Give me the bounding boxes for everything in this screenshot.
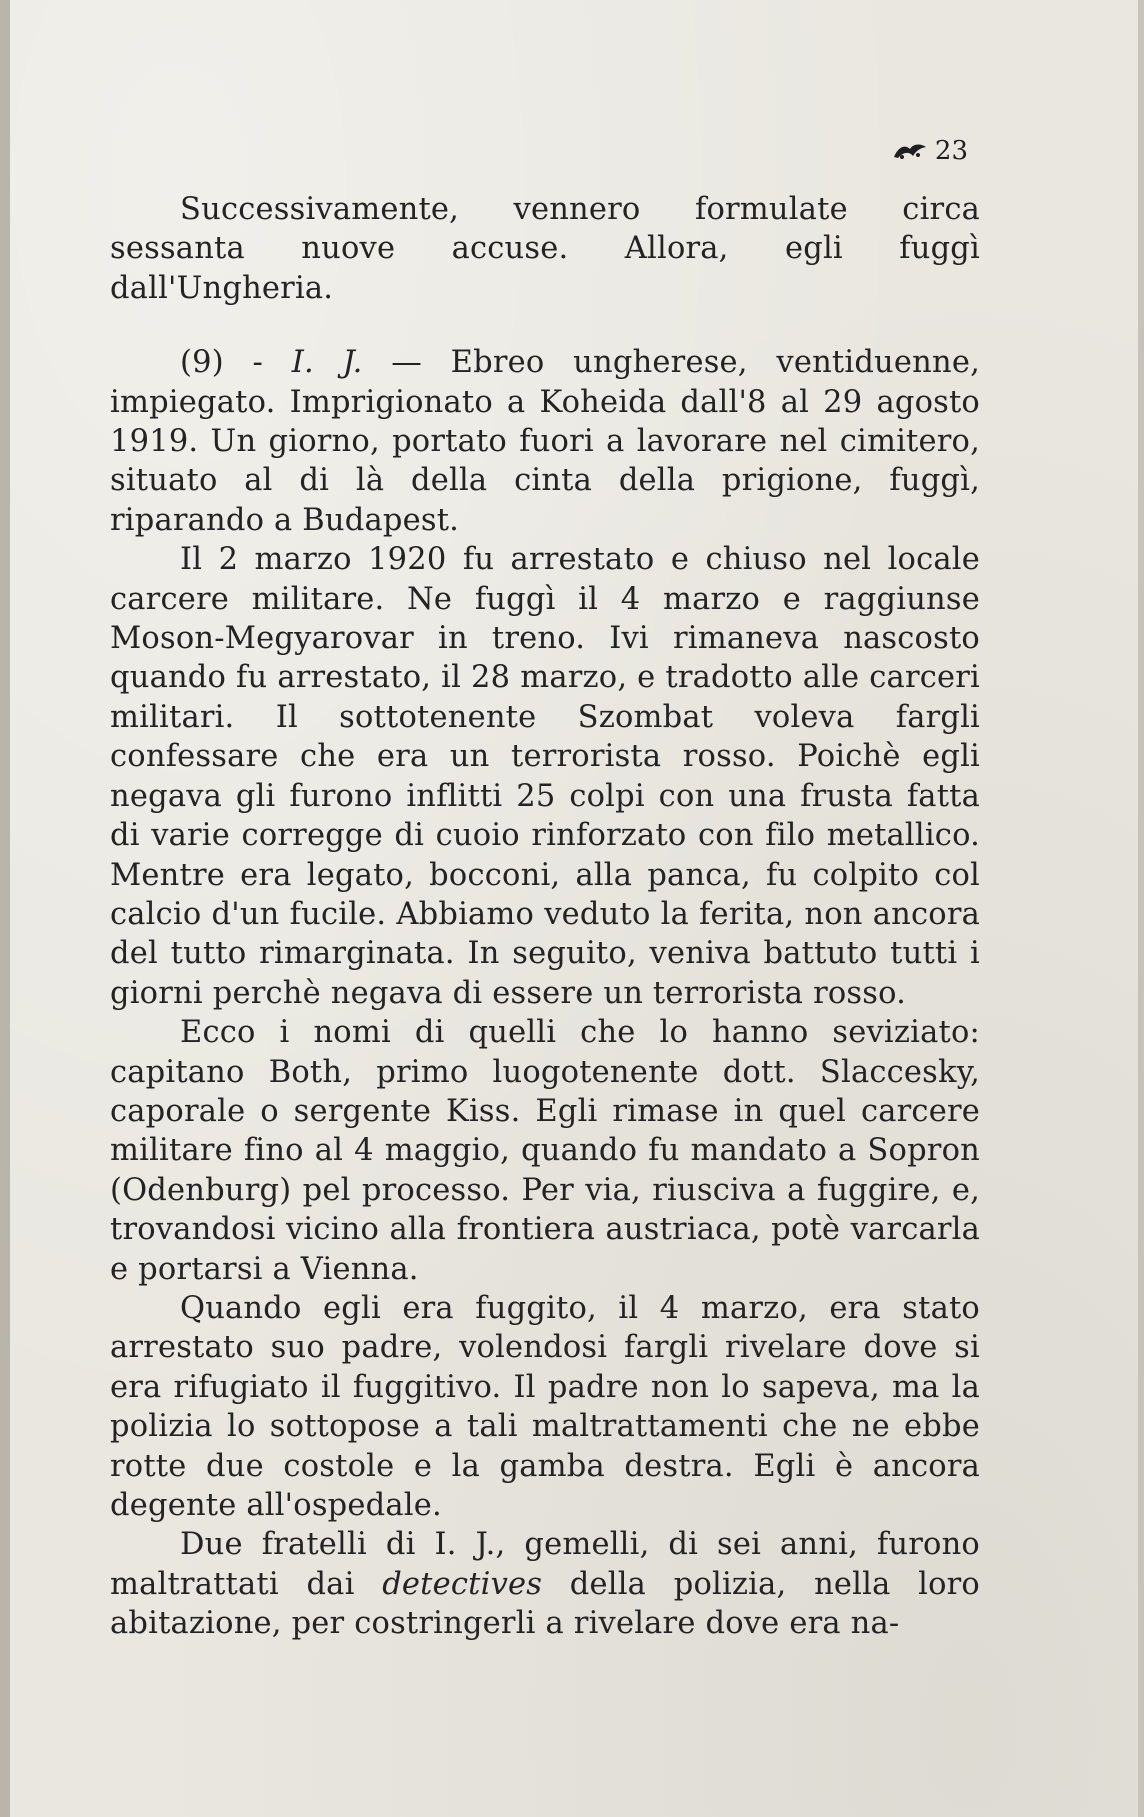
paragraph: Ecco i nomi di quelli che lo hanno seviziato: capitano Both, primo luogotenente dott. Slaccesky, caporale o sergente Kiss. Egli rimase in quel carcere militare fino al 4 maggio, quando fu mandato a Sopron (Odenburg) pel processo. Per via, riusciva a fuggire, e, trovandosi vicino alla frontiera austriaca, potè varcarla e portarsi a Vienna. — [110, 1015, 980, 1287]
paragraph: Il 2 marzo 1920 fu arrestato e chiuso nel locale carcere militare. Ne fuggì il 4 marzo e raggiunse Moson-Megyarovar in treno. Ivi rimaneva nascosto quando fu arrestato, il 28 marzo, e tradotto alle carceri militari. Il sottotenente Szombat voleva fargli confessare che era un terrorista rosso. Poichè egli negava gli furono inflitti 25 colpi con una frusta fatta di varie corregge di cuoio rinforzato con filo metallico. Mentre era legato, bocconi, alla panca, fu colpito col calcio d'un fucile. Abbiamo veduto la ferita, non ancora del tutto rimarginata. In seguito, veniva battuto tutti i giorni perchè negava di essere un terrorista rosso. — [110, 542, 980, 1011]
body-text — [110, 190, 980, 1644]
paragraph: Quando egli era fuggito, il 4 marzo, era stato arrestato suo padre, volendosi fargli rivelare dove si era rifugiato il fuggitivo. Il padre non lo sapeva, ma la polizia lo sottopose a tali maltrattamenti che ne ebbe rotte due costole e la gamba destra. Egli è ancora degente all'ospedale. — [110, 1290, 980, 1523]
page-header — [893, 136, 968, 166]
case-number: (9) - — [180, 345, 292, 381]
italic-term: detectives — [382, 1566, 543, 1602]
fleuron-icon — [893, 141, 927, 161]
page-number: 23 — [934, 136, 968, 166]
paragraph — [110, 1525, 980, 1643]
case-initials: I. J. — [291, 345, 363, 381]
paragraph-text: della polizia, nella loro abitazione, per costringerli a rivelare dove era na- — [110, 1566, 980, 1642]
paragraph: Successivamente, vennero formulate circa sessanta nuove accuse. Allora, egli fuggì dall'Ungheria. — [110, 192, 980, 306]
case-entry-paragraph — [110, 343, 980, 540]
paragraph-text: Due fratelli di I. J., gemelli, di sei anni, furono maltrattati dai — [110, 1527, 980, 1602]
case-text: — Ebreo ungherese, ventiduenne, impiegato. Imprigionato a Koheida dall'8 al 29 agosto 1919. Un giorno, portato fuori a lavorare nel cimitero, situato al di là della cinta della prigione, fuggì, riparando a Budapest. — [110, 345, 980, 538]
